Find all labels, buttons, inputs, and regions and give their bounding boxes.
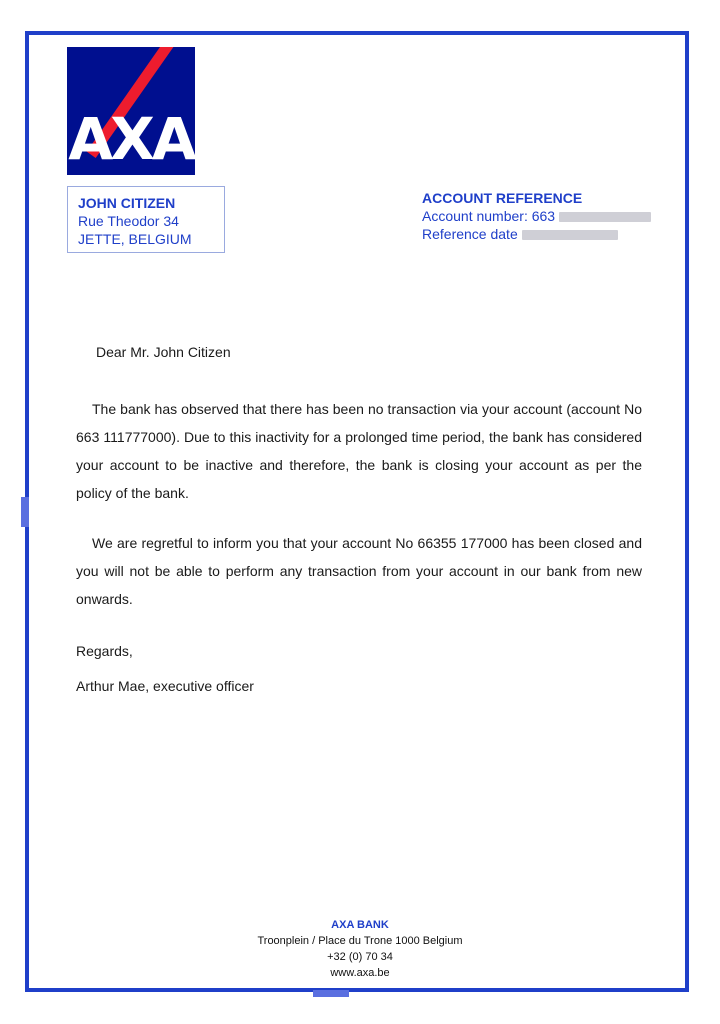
footer-brand: AXA BANK (331, 919, 389, 931)
reference-account-text: Account number: 663 (422, 208, 556, 224)
account-reference-block (422, 189, 651, 243)
reference-account-number (422, 207, 651, 225)
footer (130, 917, 590, 981)
redacted-account-digits (559, 212, 651, 222)
footer-phone: +32 (0) 70 34 (327, 951, 393, 963)
footer-address: Troonplein / Place du Trone 1000 Belgium (257, 935, 463, 947)
footer-website: www.axa.be (330, 967, 390, 979)
recipient-street: Rue Theodor 34 (78, 213, 179, 229)
letter-paragraph-2: We are regretful to inform you that your account No 66355 177000 has been closed and you will not be able to perform any transaction from your account in our bank from new onwards. (76, 535, 642, 607)
signature: Arthur Mae, executive officer (76, 678, 254, 694)
redacted-date (522, 230, 618, 240)
page-border (25, 31, 689, 992)
reference-date-text: Reference date (422, 226, 518, 242)
closing: Regards, (76, 643, 133, 659)
logo-wordmark: AXA (68, 105, 194, 173)
left-edge-mark (21, 497, 29, 527)
bottom-edge-mark (313, 990, 349, 997)
salutation: Dear Mr. John Citizen (96, 344, 231, 360)
reference-title: ACCOUNT REFERENCE (422, 190, 583, 206)
reference-date (422, 225, 651, 243)
recipient-name: JOHN CITIZEN (78, 195, 176, 211)
recipient-address-box (67, 186, 225, 253)
recipient-city: JETTE, BELGIUM (78, 231, 192, 247)
axa-logo (67, 47, 195, 175)
letter-paragraph-1: The bank has observed that there has been no transaction via your account (account No 663 111777000). Due to this inactivity for a prolonged time period, the bank has considered your account to be inactive and therefore, the bank is closing your account as per the policy of the bank. (76, 401, 642, 501)
